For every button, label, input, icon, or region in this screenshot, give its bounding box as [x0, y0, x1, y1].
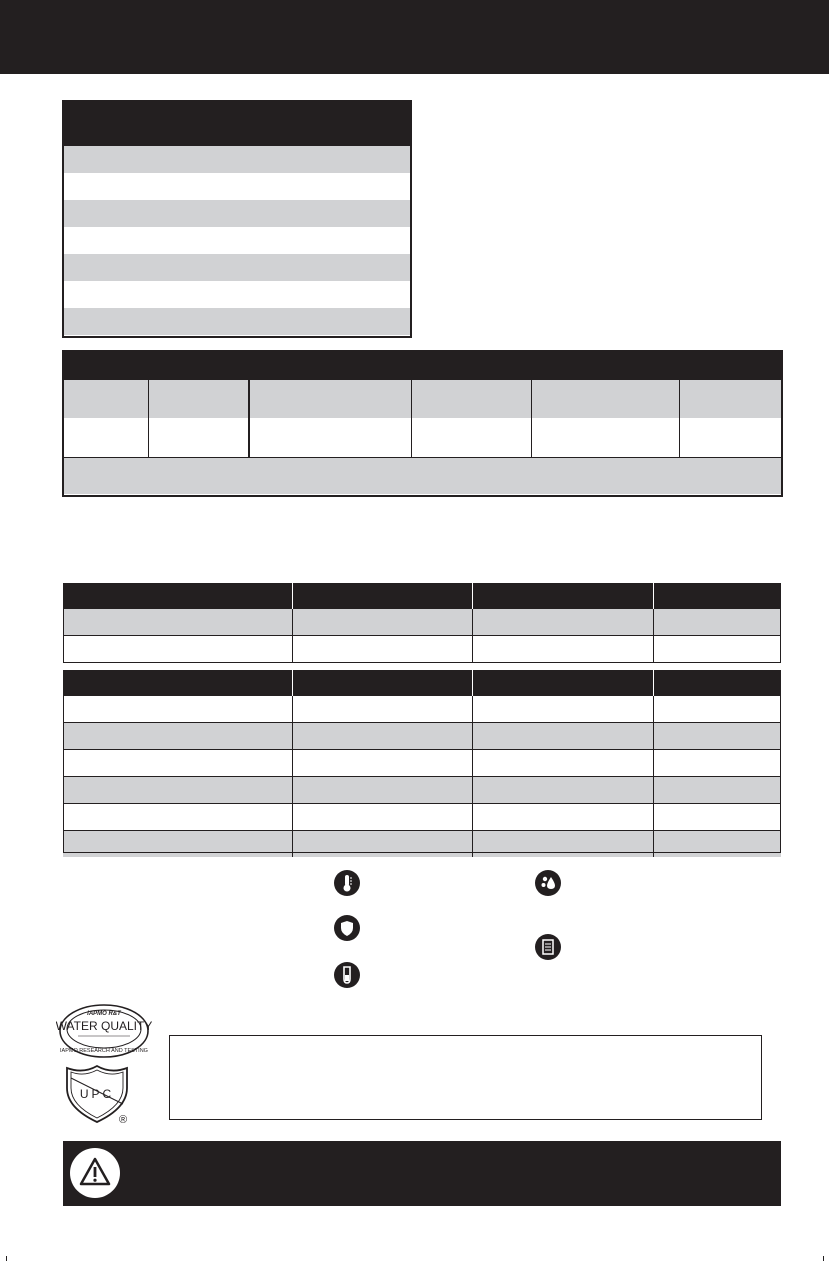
- performance-table-1-frame: [63, 609, 781, 663]
- header-bar: [0, 0, 829, 74]
- table-cell: [680, 380, 781, 457]
- performance-table-2-frame: [63, 696, 781, 853]
- crop-mark-left: [6, 1256, 7, 1261]
- replacement-table-header: [64, 352, 781, 380]
- replacement-table-footer: [64, 457, 781, 494]
- water-quality-title: WATER QUALITY: [56, 1019, 152, 1033]
- water-quality-ring-text: IAPMO RESEARCH AND TESTING: [60, 1048, 148, 1054]
- crop-mark-top-right: [823, 0, 824, 5]
- table-cell: [532, 380, 679, 457]
- specification-table-header: [64, 102, 410, 146]
- upc-shield-logo: [63, 1064, 133, 1128]
- table-cell: [250, 380, 411, 457]
- specification-row: [64, 308, 410, 335]
- certificate-icon: [535, 934, 561, 960]
- table-cell: [412, 380, 531, 457]
- shield-icon: [334, 915, 360, 941]
- table-header-row: [63, 670, 781, 696]
- note-box: [169, 1035, 762, 1120]
- thermometer-icon: [334, 870, 360, 896]
- warning-bar: [63, 1141, 781, 1206]
- replacement-table-grid: [64, 380, 781, 457]
- specification-row: [64, 254, 410, 281]
- specification-row: [64, 173, 410, 200]
- specification-table: [62, 100, 412, 338]
- table-header-row: [63, 583, 781, 609]
- table-cell: [64, 380, 148, 457]
- warning-icon: [70, 1148, 120, 1198]
- specification-row: [64, 281, 410, 308]
- water-quality-logo: [56, 1003, 152, 1061]
- test-tube-icon: [334, 962, 360, 988]
- specification-row: [64, 227, 410, 254]
- water-quality-top-text: IAPMO R&T: [87, 1011, 121, 1017]
- crop-mark-right: [823, 1256, 824, 1261]
- upc-letters: UPC: [79, 1087, 115, 1101]
- specification-row: [64, 146, 410, 173]
- water-drop-icon: [535, 870, 561, 896]
- specification-row: [64, 200, 410, 227]
- table-cell: [149, 380, 248, 457]
- registered-mark: ®: [119, 1114, 128, 1126]
- replacement-table: [62, 350, 783, 497]
